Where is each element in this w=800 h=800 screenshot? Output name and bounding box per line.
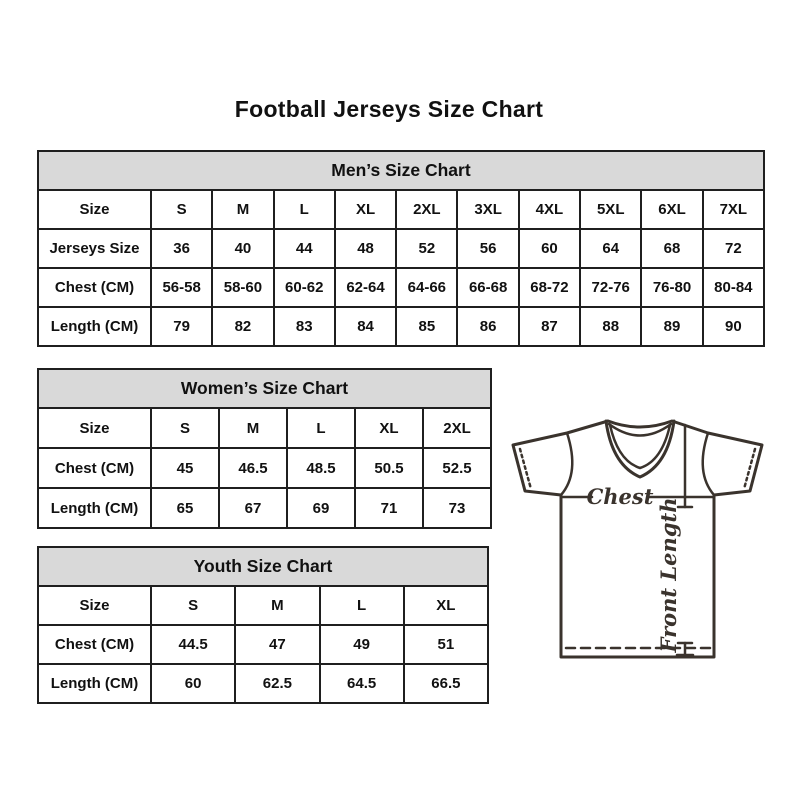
value-cell: 67 xyxy=(219,488,287,528)
value-cell: 85 xyxy=(396,307,457,346)
value-cell: 68-72 xyxy=(519,268,580,307)
value-cell: 84 xyxy=(335,307,396,346)
value-cell: 49 xyxy=(320,625,404,664)
womens-chart-title: Women’s Size Chart xyxy=(38,369,491,408)
value-cell: 87 xyxy=(519,307,580,346)
value-cell: 7XL xyxy=(703,190,764,229)
table-header-row xyxy=(38,369,491,408)
value-cell: 71 xyxy=(355,488,423,528)
value-cell: 68 xyxy=(641,229,702,268)
mens-size-table xyxy=(37,150,765,347)
value-cell: 51 xyxy=(404,625,488,664)
value-cell: 47 xyxy=(235,625,319,664)
table-row xyxy=(38,408,491,448)
value-cell: 80-84 xyxy=(703,268,764,307)
value-cell: 5XL xyxy=(580,190,641,229)
page-title: Football Jerseys Size Chart xyxy=(234,96,544,122)
value-cell: XL xyxy=(355,408,423,448)
row-label-cell: Length (CM) xyxy=(38,307,151,346)
value-cell: 6XL xyxy=(641,190,702,229)
value-cell: 76-80 xyxy=(641,268,702,307)
value-cell: 50.5 xyxy=(355,448,423,488)
table-row xyxy=(38,664,488,703)
value-cell: 58-60 xyxy=(212,268,273,307)
value-cell: XL xyxy=(404,586,488,625)
value-cell: 48.5 xyxy=(287,448,355,488)
value-cell: 46.5 xyxy=(219,448,287,488)
table-header-row xyxy=(38,151,764,190)
value-cell: 65 xyxy=(151,488,219,528)
row-label-cell: Size xyxy=(38,190,151,229)
value-cell: S xyxy=(151,190,212,229)
chest-measure-label: Chest xyxy=(586,484,654,509)
value-cell: 56 xyxy=(457,229,518,268)
value-cell: 44 xyxy=(274,229,335,268)
value-cell: 83 xyxy=(274,307,335,346)
value-cell: M xyxy=(219,408,287,448)
value-cell: 44.5 xyxy=(151,625,235,664)
value-cell: 60-62 xyxy=(274,268,335,307)
value-cell: 66-68 xyxy=(457,268,518,307)
row-label-cell: Jerseys Size xyxy=(38,229,151,268)
value-cell: S xyxy=(151,586,235,625)
table-row xyxy=(38,190,764,229)
value-cell: 66.5 xyxy=(404,664,488,703)
left-armhole-seam xyxy=(561,433,572,495)
value-cell: L xyxy=(274,190,335,229)
youth-size-table xyxy=(37,546,489,704)
value-cell: M xyxy=(212,190,273,229)
value-cell: 69 xyxy=(287,488,355,528)
right-armhole-seam xyxy=(703,433,714,495)
row-label-cell: Size xyxy=(38,586,151,625)
table-row xyxy=(38,625,488,664)
value-cell: 86 xyxy=(457,307,518,346)
value-cell: 60 xyxy=(151,664,235,703)
value-cell: 2XL xyxy=(423,408,491,448)
row-label-cell: Length (CM) xyxy=(38,664,151,703)
value-cell: 72 xyxy=(703,229,764,268)
value-cell: 2XL xyxy=(396,190,457,229)
value-cell: 52 xyxy=(396,229,457,268)
value-cell: 79 xyxy=(151,307,212,346)
table-row xyxy=(38,488,491,528)
row-label-cell: Length (CM) xyxy=(38,488,151,528)
value-cell: L xyxy=(287,408,355,448)
value-cell: 64 xyxy=(580,229,641,268)
value-cell: 4XL xyxy=(519,190,580,229)
value-cell: 48 xyxy=(335,229,396,268)
youth-chart-title: Youth Size Chart xyxy=(38,547,488,586)
value-cell: 89 xyxy=(641,307,702,346)
value-cell: 60 xyxy=(519,229,580,268)
value-cell: 72-76 xyxy=(580,268,641,307)
jersey-measurement-diagram xyxy=(500,405,775,670)
table-row xyxy=(38,448,491,488)
value-cell: S xyxy=(151,408,219,448)
value-cell: L xyxy=(320,586,404,625)
value-cell: 56-58 xyxy=(151,268,212,307)
value-cell: 90 xyxy=(703,307,764,346)
jersey-outline-shape xyxy=(513,421,762,657)
value-cell: 40 xyxy=(212,229,273,268)
value-cell: 52.5 xyxy=(423,448,491,488)
womens-size-table xyxy=(37,368,492,529)
value-cell: 36 xyxy=(151,229,212,268)
row-label-cell: Size xyxy=(38,408,151,448)
value-cell: XL xyxy=(335,190,396,229)
value-cell: 3XL xyxy=(457,190,518,229)
table-row xyxy=(38,268,764,307)
table-row xyxy=(38,229,764,268)
row-label-cell: Chest (CM) xyxy=(38,625,151,664)
value-cell: 62-64 xyxy=(335,268,396,307)
value-cell: 88 xyxy=(580,307,641,346)
value-cell: 73 xyxy=(423,488,491,528)
value-cell: 45 xyxy=(151,448,219,488)
value-cell: 82 xyxy=(212,307,273,346)
table-header-row xyxy=(38,547,488,586)
row-label-cell: Chest (CM) xyxy=(38,448,151,488)
value-cell: M xyxy=(235,586,319,625)
table-row xyxy=(38,586,488,625)
table-row xyxy=(38,307,764,346)
value-cell: 64-66 xyxy=(396,268,457,307)
mens-chart-title: Men’s Size Chart xyxy=(38,151,764,190)
row-label-cell: Chest (CM) xyxy=(38,268,151,307)
value-cell: 64.5 xyxy=(320,664,404,703)
value-cell: 62.5 xyxy=(235,664,319,703)
front-length-measure-label: Front Length xyxy=(656,497,681,653)
